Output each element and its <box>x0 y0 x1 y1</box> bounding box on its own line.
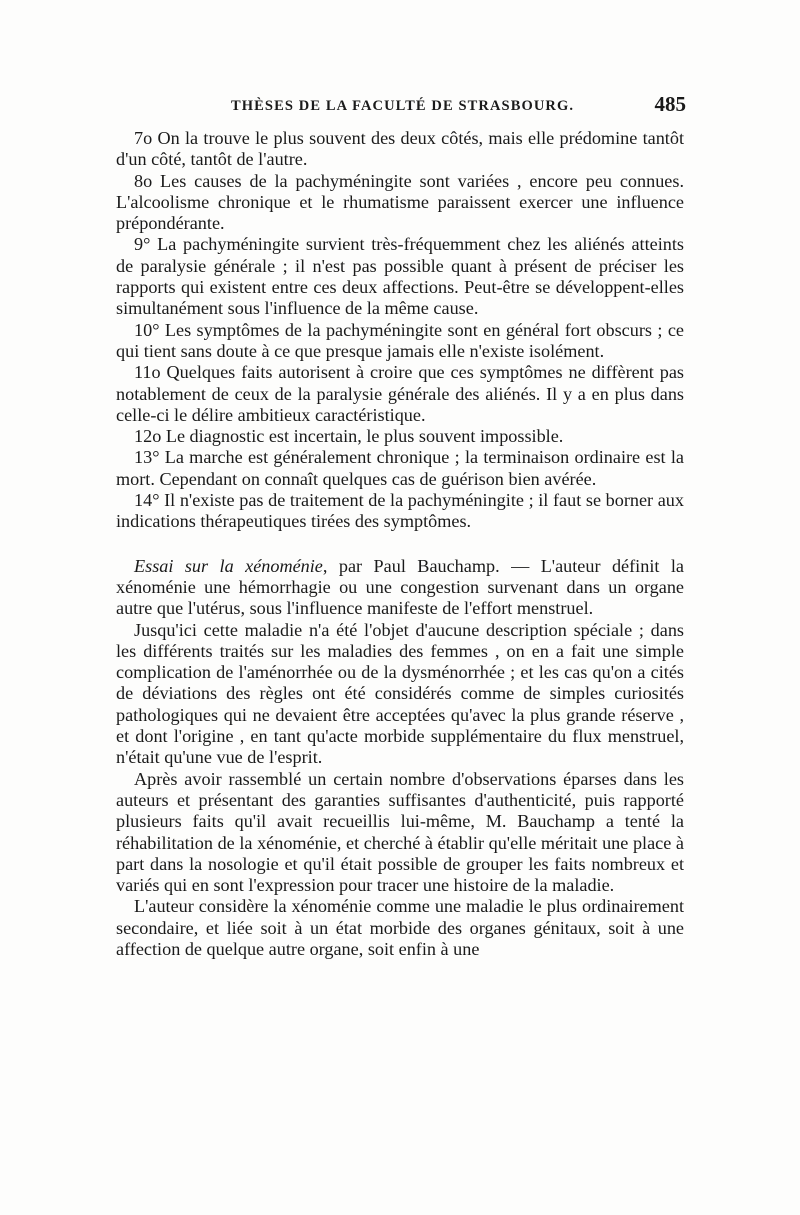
item-number: 11o <box>134 362 161 383</box>
review-intro-text: , par Paul Bauchamp. — L'auteur définit la xénoménie une hémorrhagie ou une congestion survenant dans un organe autre que l'utérus, sous l'influence manifeste de l'effort menstruel. <box>116 555 684 619</box>
conclusion-item <box>116 128 684 171</box>
page-header <box>116 92 684 122</box>
item-number: 10° <box>134 319 160 340</box>
conclusion-item <box>116 320 684 363</box>
item-number: 13° <box>134 447 160 468</box>
item-text: Quelques faits autorisent à croire que ces symptômes ne diffèrent pas notablement de ceux de la paralysie générale des aliénés. Il y a en plus dans celle-ci le délire ambitieux caractéristique. <box>116 362 685 425</box>
conclusion-item <box>116 234 684 319</box>
running-title: THÈSES DE LA FACULTÉ DE STRASBOURG. <box>231 98 575 114</box>
review-intro <box>116 556 684 620</box>
conclusion-item <box>116 490 684 533</box>
page-number: 485 <box>654 92 686 116</box>
item-number: 8o <box>134 170 153 191</box>
item-text: On la trouve le plus souvent des deux côtés, mais elle prédomine tantôt d'un côté, tantôt de l'autre. <box>116 128 684 170</box>
item-text: La marche est généralement chronique ; la terminaison ordinaire est la mort. Cependant on connaît quelques cas de guérison bien avérée. <box>116 447 684 489</box>
item-number: 7o <box>134 128 153 148</box>
item-text: Les causes de la pachyméningite sont variées , encore peu connues. L'alcoolisme chronique et le rhumatisme paraissent exercer une influence prépondérante. <box>116 170 684 234</box>
section-gap <box>116 533 684 556</box>
item-number: 14° <box>134 490 160 511</box>
item-text: La pachyméningite survient très-fréquemment chez les aliénés atteints de paralysie générale ; il n'est pas possible quant à présent de préciser les rapports qui existent entre ces deux affections. Peut-être se développent-elles simultanément sous l'influence de la même cause. <box>116 234 684 319</box>
item-number: 9° <box>134 234 151 255</box>
conclusion-item <box>116 447 684 490</box>
conclusion-item <box>116 171 684 235</box>
item-text: Il n'existe pas de traitement de la pachyméningite ; il faut se borner aux indications thérapeutiques tirées des symptômes. <box>116 490 684 532</box>
review-paragraph: Après avoir rassemblé un certain nombre d'observations éparses dans les auteurs et présentant des garanties suffisantes d'authenticité, puis rapporté plusieurs faits qu'il avait recueillis lui-même, M. Bauchamp a tenté la réhabilitation de la xénoménie, et cherché à établir qu'elle méritait une place à part dans la nosologie et qu'il était possible de grouper les faits nombreux et variés qui en sont l'expression pour tracer une histoire de la maladie. <box>116 768 684 896</box>
review-paragraph: L'auteur considère la xénoménie comme une maladie le plus ordinairement secondaire, et liée soit à un état morbide des organes génitaux, soit à une affection de quelque autre organe, soit enfin à une <box>116 896 684 959</box>
page-body <box>116 128 684 960</box>
item-text: Les symptômes de la pachyméningite sont en général fort obscurs ; ce qui tient sans doute à ce que presque jamais elle n'existe isolément. <box>116 319 685 361</box>
conclusion-item <box>116 426 684 447</box>
review-title: Essai sur la xénoménie <box>134 555 323 576</box>
item-text: Le diagnostic est incertain, le plus souvent impossible. <box>165 426 564 447</box>
review-paragraph: Jusqu'ici cette maladie n'a été l'objet d'aucune description spéciale ; dans les différents traités sur les maladies des femmes , on en a fait une simple complication de l'aménorrhée ou de la dysménorrhée ; et les cas qu'on a cités de déviations des règles ont été considérés comme de simples curiosités pathologiques qui ne devaient être acceptées qu'avec la plus grande réserve , et dont l'origine , en tant qu'acte morbide supplémentaire du flux menstruel, n'était qu'une vue de l'esprit. <box>116 619 684 768</box>
conclusion-item <box>116 362 684 426</box>
item-number: 12o <box>134 426 162 447</box>
